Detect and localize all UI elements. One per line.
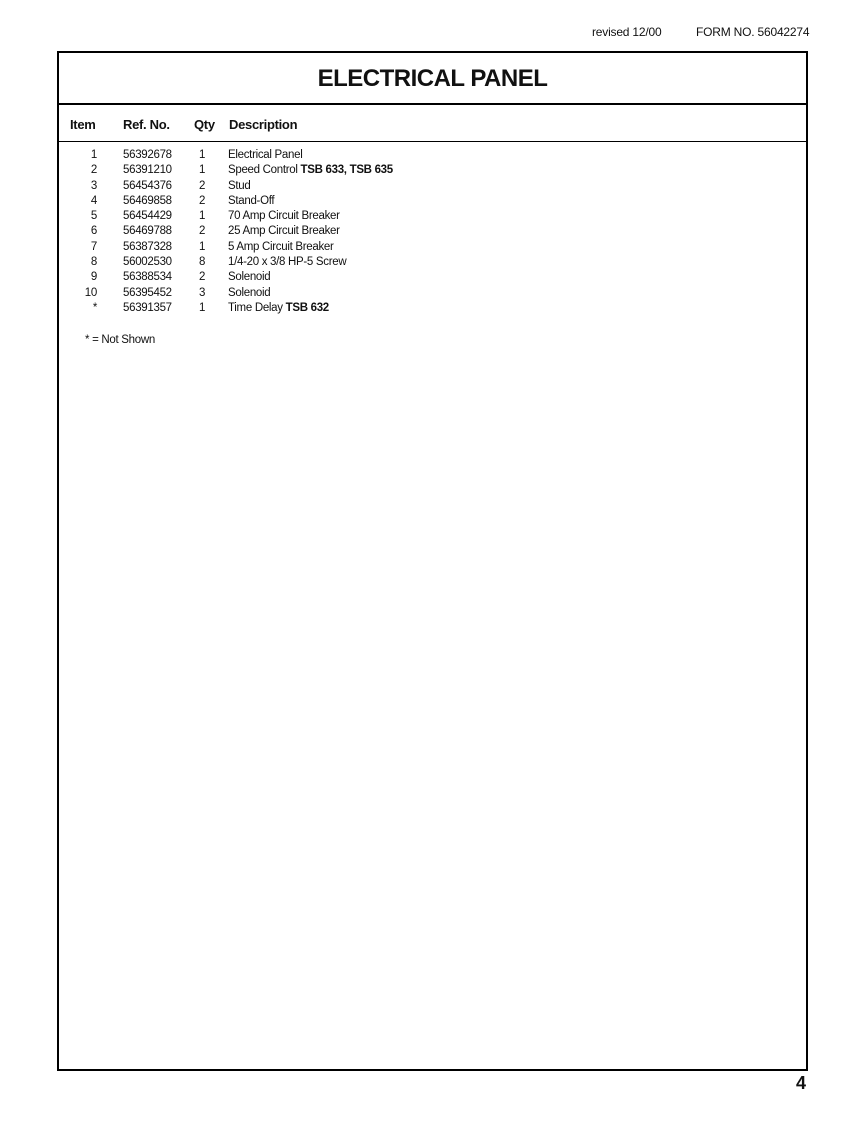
qty-cell: 1 [198, 149, 206, 161]
page-number: 4 [796, 1073, 807, 1093]
qty-cell: 3 [198, 286, 206, 299]
table-row [59, 164, 806, 179]
column-header-item: Item [70, 117, 96, 132]
ref-no-cell: 56395452 [123, 286, 172, 299]
item-cell: * [92, 301, 97, 314]
column-header-ref-no: Ref. No. [123, 117, 170, 132]
table-row [59, 302, 806, 317]
description-cell [228, 287, 270, 299]
ref-no-cell: 56454376 [123, 179, 172, 192]
qty-cell: 2 [198, 271, 206, 284]
revision-date: revised 12/00 [592, 25, 662, 39]
description-cell [228, 225, 340, 237]
item-cell: 8 [90, 256, 97, 269]
table-row [59, 287, 806, 302]
table-row [59, 210, 806, 225]
column-header-qty: Qty [194, 117, 215, 132]
item-cell: 9 [90, 271, 97, 284]
description-text: Stud [228, 179, 251, 192]
qty-cell: 1 [198, 164, 206, 177]
qty-cell: 1 [198, 301, 206, 314]
description-text: Solenoid [228, 286, 271, 299]
description-text: Solenoid [228, 271, 271, 284]
parts-table-body [59, 149, 806, 317]
ref-no-cell: 56391357 [123, 301, 172, 314]
qty-cell: 1 [198, 210, 206, 223]
form-number: FORM NO. 56042274 [696, 25, 810, 39]
ref-no-cell: 56002530 [123, 256, 172, 269]
page-title: ELECTRICAL PANEL [317, 65, 548, 92]
parts-list-frame [57, 51, 808, 1071]
qty-cell: 1 [198, 240, 206, 253]
ref-no-cell: 56392678 [123, 149, 172, 161]
description-bold-text: TSB 632 [285, 301, 329, 314]
qty-cell: 2 [198, 225, 206, 238]
description-cell [228, 302, 329, 314]
title-bar [59, 53, 806, 105]
table-row [59, 241, 806, 256]
ref-no-cell: 56388534 [123, 271, 172, 284]
qty-cell: 2 [198, 179, 206, 192]
ref-no-cell: 56387328 [123, 240, 172, 253]
description-bold-text: TSB 633, TSB 635 [300, 164, 393, 177]
table-row [59, 149, 806, 164]
ref-no-cell: 56469788 [123, 225, 172, 238]
description-text: 70 Amp Circuit Breaker [228, 210, 340, 223]
description-text: 25 Amp Circuit Breaker [228, 225, 340, 238]
description-cell [228, 149, 302, 161]
description-cell [228, 180, 250, 192]
item-cell: 10 [84, 286, 97, 299]
description-cell [228, 271, 270, 283]
column-header-description: Description [229, 117, 298, 132]
description-text: Time Delay [228, 301, 286, 314]
description-text: Stand-Off [228, 194, 275, 207]
table-row [59, 225, 806, 240]
ref-no-cell: 56454429 [123, 210, 172, 223]
ref-no-cell: 56469858 [123, 194, 172, 207]
description-cell [228, 195, 274, 207]
table-row [59, 180, 806, 195]
description-text: 5 Amp Circuit Breaker [228, 240, 334, 253]
table-row [59, 256, 806, 271]
ref-no-cell: 56391210 [123, 164, 172, 177]
item-cell: 5 [90, 210, 97, 223]
description-text: Speed Control [228, 164, 301, 177]
description-text: 1/4-20 x 3/8 HP-5 Screw [228, 256, 347, 269]
qty-cell: 8 [198, 256, 206, 269]
description-cell [228, 164, 393, 176]
qty-cell: 2 [198, 194, 206, 207]
description-text: Electrical Panel [228, 149, 303, 161]
item-cell: 2 [90, 164, 97, 177]
item-cell: 1 [90, 149, 97, 161]
item-cell: 3 [90, 179, 97, 192]
description-cell [228, 210, 340, 222]
footnote: * = Not Shown [85, 334, 155, 346]
item-cell: 6 [90, 225, 97, 238]
table-row [59, 271, 806, 286]
description-cell [228, 241, 334, 253]
item-cell: 7 [90, 240, 97, 253]
description-cell [228, 256, 346, 268]
column-header-row [59, 105, 806, 142]
item-cell: 4 [90, 194, 97, 207]
table-row [59, 195, 806, 210]
